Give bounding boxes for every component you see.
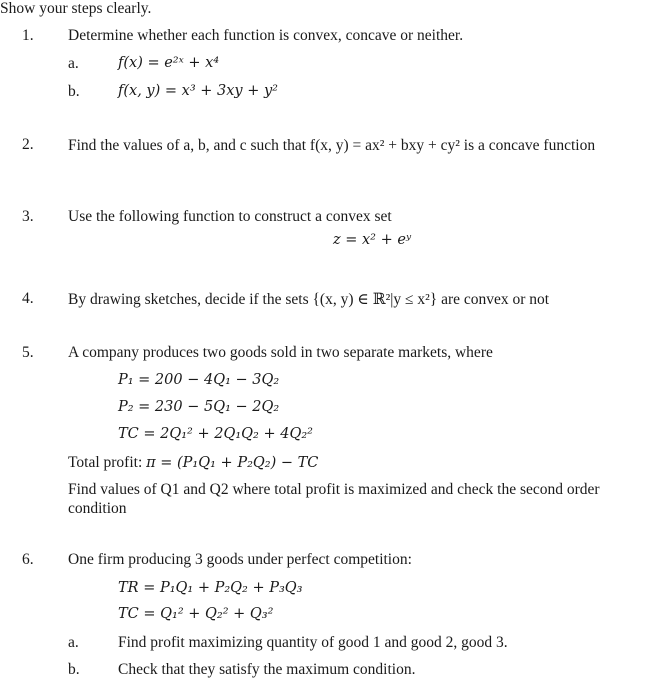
q3-text: Use the following function to construct a convex set — [68, 208, 392, 225]
q1-a-expr: f(x) = e²ˣ + x⁴ — [118, 55, 220, 71]
q2-text: Find the values of a, b, and c such that f(x, y) = ax² + bxy + cy² is a concave function — [68, 137, 596, 154]
q5-profit-expr: π = (P₁Q₁ + P₂Q₂) − TC — [146, 455, 319, 471]
q2-number: 2. — [22, 136, 34, 153]
q1-number: 1. — [22, 27, 34, 44]
q6-eq2: TC = Q₁² + Q₂² + Q₃² — [118, 606, 274, 622]
q1-text: Determine whether each function is convex, concave or neither. — [68, 27, 464, 44]
q3-expr: z = x² + eʸ — [333, 232, 412, 248]
q6-b-text: Check that they satisfy the maximum condition. — [118, 661, 416, 678]
q1-b-label: b. — [68, 83, 80, 100]
q5-profit-line — [68, 454, 318, 472]
q5-eq1: P₁ = 200 − 4Q₁ − 3Q₂ — [118, 372, 280, 388]
q5-number: 5. — [22, 344, 34, 361]
q1-a-label: a. — [68, 55, 79, 72]
q5-eq2: P₂ = 230 − 5Q₁ − 2Q₂ — [118, 399, 280, 415]
q4-text: By drawing sketches, decide if the sets {(x, y) ∈ ℝ²|y ≤ x²} are convex or not — [68, 291, 550, 308]
q4-number: 4. — [22, 290, 34, 307]
q6-b-label: b. — [68, 661, 80, 678]
q6-eq1: TR = P₁Q₁ + P₂Q₂ + P₃Q₃ — [118, 580, 303, 596]
q6-text: One firm producing 3 goods under perfect competition: — [68, 551, 412, 568]
q6-number: 6. — [22, 551, 34, 568]
q6-a-text: Find profit maximizing quantity of good 1 and good 2, good 3. — [118, 634, 508, 651]
q1-b-expr: f(x, y) = x³ + 3xy + y² — [118, 83, 278, 99]
header-instruction: Show your steps clearly. — [0, 0, 152, 17]
q6-a-label: a. — [68, 634, 79, 651]
q5-text: A company produces two goods sold in two separate markets, where — [68, 344, 493, 361]
q3-number: 3. — [22, 208, 34, 225]
q5-eq3: TC = 2Q₁² + 2Q₁Q₂ + 4Q₂² — [118, 426, 313, 442]
q5-profit-label: Total profit: — [68, 454, 143, 471]
q5-text2: Find values of Q1 and Q2 where total profit is maximized and check the second order condition — [68, 481, 600, 517]
